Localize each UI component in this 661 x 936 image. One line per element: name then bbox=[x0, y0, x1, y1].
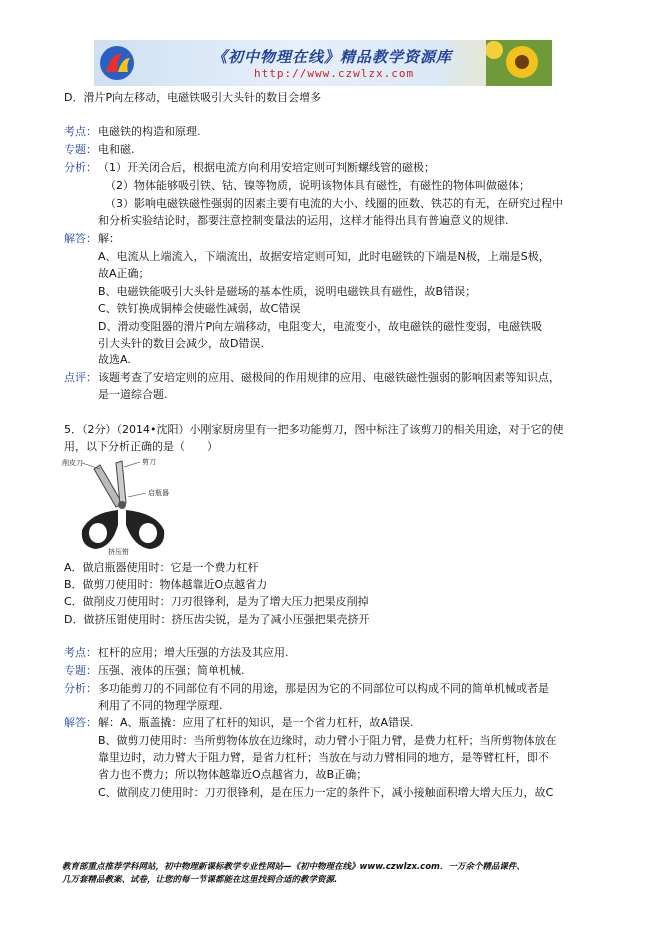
header-banner bbox=[94, 40, 552, 86]
q4-jieda-tag: 解答： bbox=[64, 232, 97, 245]
q5-jieda-line: C、做削皮刀使用时：刀刃很锋利，是在压力一定的条件下，减小接触面积增大增大压力，故C bbox=[98, 786, 554, 799]
q4-jie: 解： bbox=[98, 232, 120, 245]
q5-kaodian: 杠杆的应用；增大压强的方法及其应用. bbox=[98, 646, 289, 659]
q4-option-d: D．滑片P向左移动，电磁铁吸引大头针的数目会增多 bbox=[64, 91, 322, 104]
sunflower-icon bbox=[486, 40, 552, 86]
q4-fenxi-line: （3）影响电磁铁磁性强弱的因素主要有电流的大小、线圈的匝数、铁芯的有无，在研究过程中 bbox=[105, 197, 563, 210]
q4-jieda-line: B、电磁铁能吸引大头针是磁场的基本性质，说明电磁铁具有磁性，故B错误； bbox=[98, 285, 477, 298]
q5-jieda-line: 解：A、瓶盖撬：应用了杠杆的知识，是一个省力杠杆，故A错误. bbox=[98, 716, 414, 729]
site-logo-icon bbox=[98, 44, 136, 82]
footer-line: 几万套精品教案、试卷，让您的每一节课都能在这里找到合适的教学资源. bbox=[62, 875, 338, 885]
q5-jieda-line: 靠里边时，动力臂大于阻力臂，是省力杠杆；当放在与动力臂相同的地方，是等臂杠杆，即不 bbox=[98, 751, 549, 764]
banner-title: 《初中物理在线》精品教学资源库 bbox=[212, 48, 453, 66]
q4-jieda-line: C、铁钉换成铜棒会使磁性减弱，故C错误 bbox=[98, 302, 301, 315]
q5-jieda-line: 省力也不费力；所以物体越靠近O点越省力，故B正确； bbox=[98, 768, 368, 781]
q4-fenxi-line: 和分析实验结论时，都要注意控制变量法的运用，这样才能得出具有普遍意义的规律. bbox=[98, 214, 509, 227]
q5-jieda-line: B、做剪刀使用时：当所剪物体放在边缘时，动力臂小于阻力臂，是费力杠杆；当所剪物体放在 bbox=[98, 734, 557, 747]
q4-jieda-line: 引大头针的数目会减少，故D错误. bbox=[98, 337, 264, 350]
q4-jieda-line: D、滑动变阻器的滑片P向左端移动，电阻变大，电流变小，故电磁铁的磁性变弱，电磁铁吸 bbox=[98, 320, 543, 333]
q5-option: A．做启瓶器使用时：它是一个费力杠杆 bbox=[64, 561, 259, 574]
q5-stem-line: 5．（2分）（2014•沈阳）小刚家厨房里有一把多功能剪刀，图中标注了该剪刀的相关用途，对于它的使 bbox=[64, 423, 564, 436]
q4-kaodian: 电磁铁的构造和原理. bbox=[98, 125, 201, 138]
q4-jieda-line: A、电流从上端流入，下端流出，故据安培定则可知，此时电磁铁的下端是N极，上端是S极， bbox=[98, 250, 550, 263]
q4-dianping-tag: 点评： bbox=[64, 371, 97, 384]
q5-kaodian-tag: 考点： bbox=[64, 646, 97, 659]
q5-fenxi-line: 多功能剪刀的不同部位有不同的用途，那是因为它的不同部位可以构成不同的简单机械或者是 bbox=[98, 682, 549, 695]
q5-stem-line: 用，以下分析正确的是（ ） bbox=[64, 440, 218, 453]
scissors-figure bbox=[60, 455, 185, 555]
q5-zhuanti: 压强、液体的压强；简单机械. bbox=[98, 664, 245, 677]
label-scissors: 剪刀 bbox=[142, 458, 156, 466]
page-footer bbox=[62, 861, 525, 887]
banner-url[interactable]: http://www.czwlzx.com bbox=[254, 67, 415, 80]
q5-zhuanti-tag: 专题： bbox=[64, 664, 97, 677]
label-peeler: 削皮刀 bbox=[62, 459, 83, 467]
q5-jieda-tag: 解答： bbox=[64, 716, 97, 729]
q5-fenxi-line: 利用了不同的物理学原理. bbox=[98, 699, 223, 712]
q4-dianping-line: 该题考查了安培定则的应用、磁极间的作用规律的应用、电磁铁磁性强弱的影响因素等知识点， bbox=[98, 371, 560, 384]
q5-option: C．做削皮刀使用时：刀刃很锋利，是为了增大压力把果皮削掉 bbox=[64, 595, 369, 608]
q4-fenxi-line: （2）物体能够吸引铁、钴、镍等物质，说明该物体具有磁性，有磁性的物体叫做磁体； bbox=[105, 179, 530, 192]
q5-option: D．做挤压钳使用时：挤压齿尖锐，是为了减小压强把果壳挤开 bbox=[64, 613, 370, 626]
q5-option: B．做剪刀使用时：物体越靠近O点越省力 bbox=[64, 578, 268, 591]
q4-jieda-line: 故A正确； bbox=[98, 267, 150, 280]
q4-zhuanti: 电和磁. bbox=[98, 143, 135, 156]
q4-jieda-line: 故选A. bbox=[98, 353, 131, 366]
q4-fenxi-tag: 分析： bbox=[64, 161, 97, 174]
label-opener: 启瓶器 bbox=[148, 489, 169, 497]
q4-zhuanti-tag: 专题： bbox=[64, 143, 97, 156]
footer-line: 教育部重点推荐学科网站，初中物理新课标教学专业性网站—《初中物理在线》www.czwlzx.com．一万余个精品课件、 bbox=[62, 862, 525, 872]
q4-fenxi-line: （1）开关闭合后，根据电流方向利用安培定则可判断螺线管的磁极； bbox=[98, 161, 435, 174]
q5-fenxi-tag: 分析： bbox=[64, 682, 97, 695]
q4-kaodian-tag: 考点： bbox=[64, 125, 97, 138]
label-nutcracker: 挤压钳 bbox=[108, 548, 129, 555]
q4-dianping-line: 是一道综合题. bbox=[98, 388, 168, 401]
